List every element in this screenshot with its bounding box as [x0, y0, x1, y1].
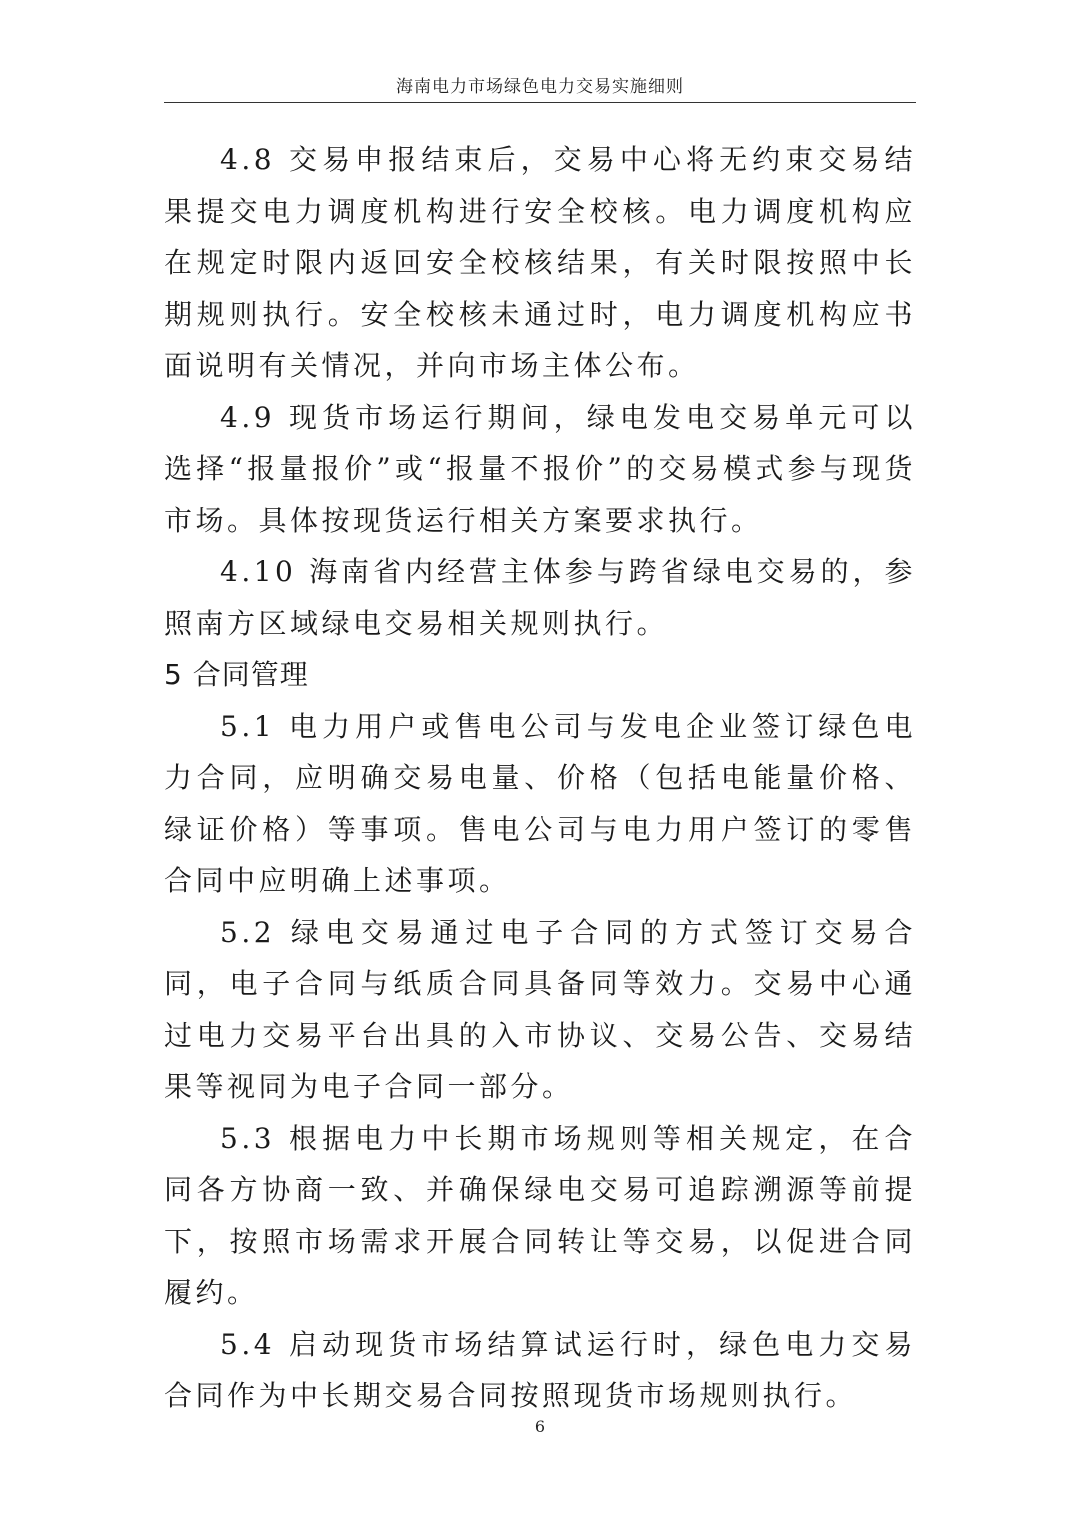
paragraph-5-1: 5.1 电力用户或售电公司与发电企业签订绿色电力合同，应明确交易电量、价格（包括电能量价格、绿证价格）等事项。售电公司与电力用户签订的零售合同中应明确上述事项。: [164, 709, 916, 897]
header-divider: [164, 102, 916, 103]
paragraph-5-2: 5.2 绿电交易通过电子合同的方式签订交易合同，电子合同与纸质合同具备同等效力。交易中心通过电力交易平台出具的入市协议、交易公告、交易结果等视同为电子合同一部分。: [164, 915, 916, 1103]
paragraph-5-4: 5.4 启动现货市场结算试运行时，绿色电力交易合同作为中长期交易合同按照现货市场规则执行。: [164, 1327, 916, 1412]
paragraph-4-9: 4.9 现货市场运行期间，绿电发电交易单元可以选择“报量报价”或“报量不报价”的交易模式参与现货市场。具体按现货运行相关方案要求执行。: [164, 400, 916, 537]
page-header-title: 海南电力市场绿色电力交易实施细则: [396, 77, 684, 97]
section-5-heading: 5 合同管理: [164, 658, 309, 691]
document-body: [164, 134, 916, 1422]
page-number: 6: [534, 1417, 546, 1436]
paragraph-4-10: 4.10 海南省内经营主体参与跨省绿电交易的，参照南方区域绿电交易相关规则执行。: [164, 555, 916, 640]
paragraph-5-3: 5.3 根据电力中长期市场规则等相关规定，在合同各方协商一致、并确保绿电交易可追踪溯源等前提下，按照市场需求开展合同转让等交易，以促进合同履约。: [164, 1121, 916, 1309]
paragraph-4-8: 4.8 交易申报结束后，交易中心将无约束交易结果提交电力调度机构进行安全校核。电力调度机构应在规定时限内返回安全校核结果，有关时限按照中长期规则执行。安全校核未通过时，电力调度机构应书面说明有关情况，并向市场主体公布。: [164, 143, 916, 382]
